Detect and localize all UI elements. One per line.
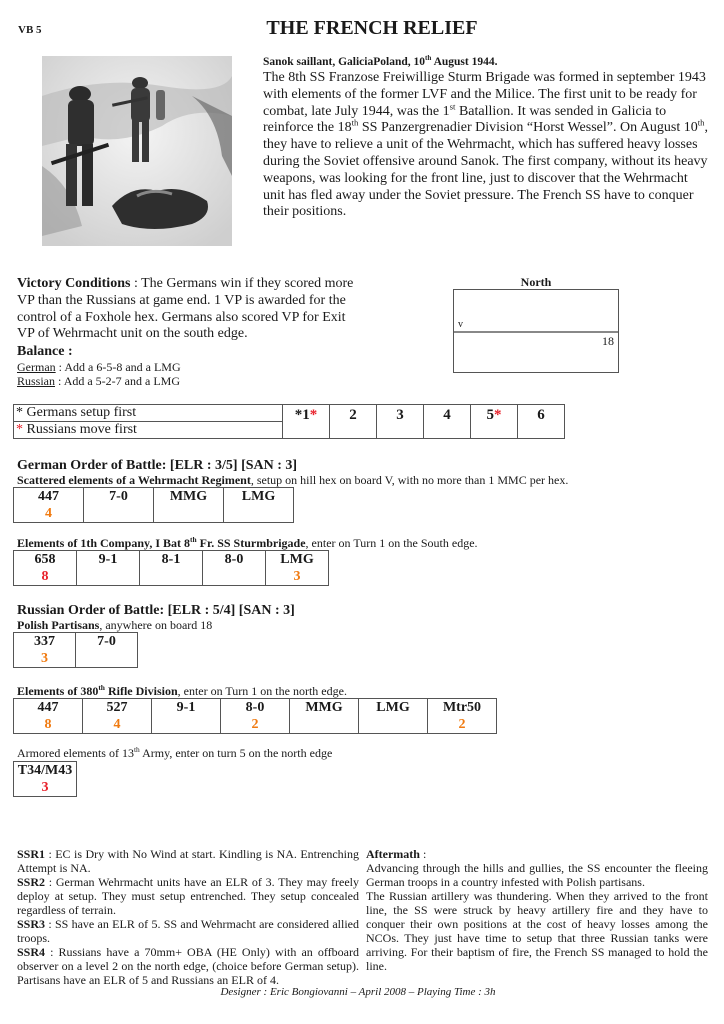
russian-group-3-description: Armored elements of 13th Army, enter on turn 5 on the north edge <box>17 745 333 760</box>
scenario-code: VB 5 <box>18 24 42 36</box>
historical-intro <box>263 56 713 221</box>
unit-name: 337 <box>34 634 55 649</box>
unit-name: 8-1 <box>161 552 181 567</box>
unit-name: T34/M43 <box>17 763 73 778</box>
unit-cell <box>14 488 84 523</box>
unit-name: 9-1 <box>98 552 118 567</box>
units-row <box>14 633 138 668</box>
turn-cell: 2 <box>330 405 377 439</box>
designer-credit: Designer : Eric Bongiovanni – April 2008 – Playing Time : 3h <box>220 986 496 998</box>
aftermath-paragraph: Advancing through the hills and gullies, the SS encounter the fleeing German troops in a country infested with Polish partisans. <box>366 861 708 889</box>
unit-name: MMG <box>305 700 343 715</box>
intro-text: The 8th SS Franzose Freiwillige Sturm Brigade was formed in september 1943 with elements of the former LVF and the Milice. The first unit to be ready for combat, late July 1944, was the 1st Batallion. It was sended in Galicia to reinforce the 18th SS Panzergrenadier Division “Horst Wessel”. On August 10th, they have to relieve a unit of the Wehrmacht, which has suffered heavy losses during the Soviet offensive around Sanok. The first company, without its heavy weapons, was looking for the front line, just to discover that the Wehrmacht unit has fled away under the Soviet pressure. The French SS have to conquer their positions. <box>263 70 708 220</box>
unit-name: LMG <box>241 489 276 504</box>
move-note: * Russians move first <box>14 422 283 439</box>
unit-cell <box>76 633 138 668</box>
unit-cell <box>152 699 221 734</box>
ssr-item: SSR1 : EC is Dry with No Wind at start. Kindling is NA. Entrenching Attempt is NA. <box>17 847 359 875</box>
german-group-2-units <box>13 550 329 586</box>
german-oob-heading: German Order of Battle: [ELR : 3/5] [SAN : 3] <box>17 458 298 473</box>
unit-count: 2 <box>251 717 259 732</box>
unit-name: 7-0 <box>97 634 116 649</box>
unit-name: Mtr50 <box>442 700 482 715</box>
unit-cell <box>154 488 224 523</box>
unit-cell <box>14 699 83 734</box>
aftermath-paragraph: The Russian artillery was thundering. When they arrived to the front line, the SS were struck by heavy artillery fire and they have to conquer their own positions at the cost of heavy losses among the NCOs. They just have time to setup that three Russian tanks were arriving. For their baptism of fire, the French SS managed to hold the line. <box>366 889 708 973</box>
scenario-location-date: Sanok saillant, GaliciaPoland, 10th August 1944. <box>263 54 498 68</box>
unit-count: 4 <box>45 506 52 521</box>
board-layout-diagram <box>453 289 619 373</box>
unit-cell <box>428 699 497 734</box>
unit-cell <box>224 488 294 523</box>
unit-name: 527 <box>106 700 128 715</box>
aftermath-section <box>366 847 708 973</box>
unit-name: LMG <box>280 552 314 567</box>
unit-cell <box>14 762 77 797</box>
units-row <box>14 488 294 523</box>
russian-oob-heading: Russian Order of Battle: [ELR : 5/4] [SAN : 3] <box>17 603 295 618</box>
map-north-label: North <box>520 275 552 289</box>
german-group-1-units <box>13 487 294 523</box>
unit-count: 8 <box>41 569 49 584</box>
historical-photo <box>42 56 232 246</box>
unit-cell <box>14 633 76 668</box>
turn-record-track <box>13 404 565 439</box>
balance-german: German : Add a 6-5-8 and a LMG <box>17 360 181 374</box>
unit-count: 8 <box>44 717 52 732</box>
unit-count: 2 <box>458 717 466 732</box>
unit-count: 4 <box>113 717 121 732</box>
german-group-1-description: Scattered elements of a Wehrmacht Regiment, setup on hill hex on board V, with no more than 1 MMC per hex. <box>17 473 569 487</box>
unit-name: 447 <box>37 700 59 715</box>
board-label-v: v <box>458 319 463 330</box>
turn-cell: 4 <box>424 405 471 439</box>
ssr-item: SSR4 : Russians have a 70mm+ OBA (HE Only) with an offboard observer on a level 2 on the north edge, (choice before German setup). Partisans have an ELR of 5 and Russians an ELR of 4. <box>17 945 359 987</box>
turn-cell: 3 <box>377 405 424 439</box>
victory-conditions: Victory Conditions : The Germans win if they scored more VP than the Russians at game end. 1 VP is awarded for the control of a Foxhole hex. Germans also scored VP for Exit VP of Wehrmacht unit on the south edge. <box>17 276 354 342</box>
units-row <box>14 551 329 586</box>
balance-russian: Russian : Add a 5-2-7 and a LMG <box>17 374 180 388</box>
russian-group-2-description: Elements of 380th Rifle Division, enter on Turn 1 on the north edge. <box>17 683 347 698</box>
turn-cell: *1* <box>283 405 330 439</box>
unit-count: 3 <box>41 651 48 666</box>
russian-group-3-units <box>13 761 77 797</box>
unit-cell <box>84 488 154 523</box>
unit-name: 447 <box>38 489 59 504</box>
unit-cell <box>266 551 329 586</box>
unit-name: MMG <box>169 489 208 504</box>
historical-photo-soldiers-icon <box>42 56 232 246</box>
unit-count: 3 <box>41 780 49 795</box>
russian-group-1-description: Polish Partisans, anywhere on board 18 <box>17 618 213 632</box>
unit-cell <box>290 699 359 734</box>
unit-cell <box>221 699 290 734</box>
units-row <box>14 762 77 797</box>
board-divider <box>454 331 618 333</box>
board-label-18: 18 <box>602 334 614 348</box>
unit-cell <box>203 551 266 586</box>
unit-name: 8-0 <box>245 700 265 715</box>
unit-name: 7-0 <box>109 489 128 504</box>
units-row <box>14 699 497 734</box>
russian-group-1-units <box>13 632 138 668</box>
german-group-2-description: Elements of 1th Company, I Bat 8th Fr. SS Sturmbrigade, enter on Turn 1 on the South edge. <box>17 535 478 550</box>
turn-cell: 5* <box>471 405 518 439</box>
ssr-item: SSR3 : SS have an ELR of 5. SS and Wehrmacht are considered allied troops. <box>17 917 359 945</box>
unit-cell <box>359 699 428 734</box>
russian-group-2-units <box>13 698 497 734</box>
setup-note: * Germans setup first <box>14 405 283 422</box>
unit-name: 658 <box>34 552 56 567</box>
balance-section <box>17 343 362 388</box>
unit-count: 3 <box>293 569 301 584</box>
unit-name: LMG <box>376 700 410 715</box>
turn-cell: 6 <box>518 405 565 439</box>
unit-name: 9-1 <box>176 700 196 715</box>
unit-cell <box>140 551 203 586</box>
ssr-item: SSR2 : German Wehrmacht units have an ELR of 3. They may freely deploy at setup. They must setup entrenched. They setup concealed regardless of terrain. <box>17 875 359 917</box>
special-scenario-rules <box>17 847 359 987</box>
unit-name: 8-0 <box>224 552 244 567</box>
aftermath-heading: Aftermath : <box>366 847 427 861</box>
balance-heading: Balance : <box>17 344 73 359</box>
unit-cell <box>14 551 77 586</box>
unit-cell <box>83 699 152 734</box>
unit-cell <box>77 551 140 586</box>
scenario-title: THE FRENCH RELIEF <box>266 17 478 39</box>
